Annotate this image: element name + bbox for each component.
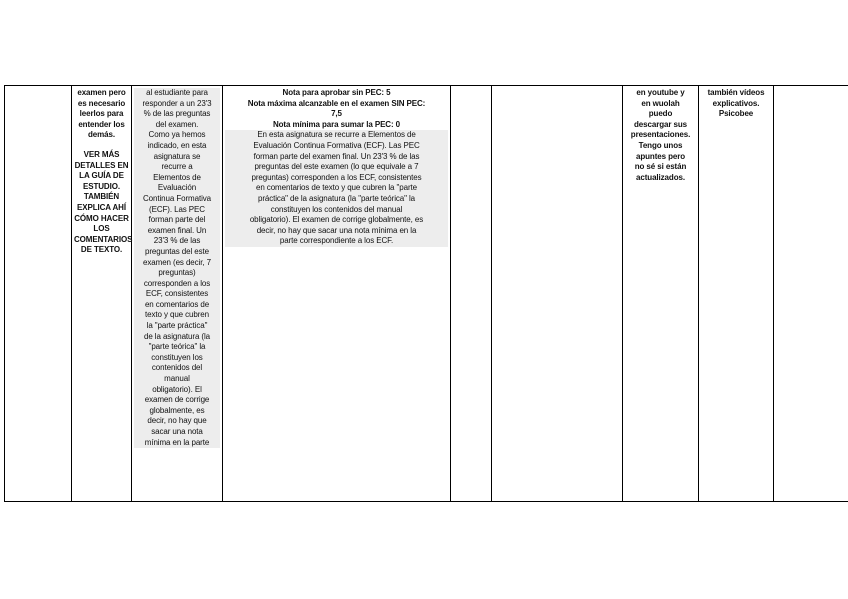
text-line: Como ya hemos	[134, 130, 220, 141]
text-line: Tengo unos	[638, 140, 683, 150]
text-line: descargar sus	[634, 119, 687, 129]
text-line: % de las preguntas	[134, 109, 220, 120]
text-line: parte correspondiente a los ECF.	[225, 236, 448, 247]
text-line: presentaciones.	[630, 130, 691, 140]
text-line: "parte teórica" la	[134, 342, 220, 353]
text-line: VER MÁS	[83, 149, 120, 159]
text-line: en youtube y	[636, 88, 685, 97]
text-line: manual	[134, 374, 220, 385]
text-line: constituyen los	[134, 353, 220, 364]
text-line: 7,5	[331, 109, 342, 119]
text-line: EXPLICA AHÍ	[77, 202, 126, 212]
text-line: Nota mínima para sumar la PEC: 0	[272, 119, 401, 129]
table-cell-study-guide	[72, 86, 132, 502]
text-line: preguntas del este	[134, 247, 220, 258]
text-line: preguntas)	[134, 268, 220, 279]
text-line: preguntas) corresponden a los ECF, consistentes	[225, 173, 448, 184]
text-line: práctica" de la asignatura (la "parte teórica" la	[225, 194, 448, 205]
text-line: (ECF). Las PEC	[134, 205, 220, 216]
text-line: Continua Formativa	[134, 194, 220, 205]
text-line: decir, no hay que sacar una nota mínima en la	[225, 226, 448, 237]
cell-text-block	[625, 88, 696, 183]
text-line: en wuolah	[641, 98, 680, 108]
text-line: explicativos.	[712, 98, 760, 108]
text-line: examen (es decir, 7	[134, 258, 220, 269]
text-line: globalmente, es	[134, 406, 220, 417]
cell-text-block	[134, 88, 220, 130]
text-line: sacar una nota	[134, 427, 220, 438]
text-line: Elementos de	[134, 173, 220, 184]
text-line: decir, no hay que	[134, 416, 220, 427]
text-line: en comentarios de	[134, 300, 220, 311]
text-line: Evaluación Continua Formativa (ECF). Las PEC	[225, 141, 448, 152]
text-line: al estudiante para	[134, 88, 220, 99]
text-line: recurre a	[134, 162, 220, 173]
cell-text-block	[134, 130, 220, 448]
cell-text-block	[701, 88, 771, 120]
text-line: ECF, consistentes	[134, 289, 220, 300]
text-line: TAMBIÉN	[83, 192, 120, 202]
table-cell-videos	[699, 86, 774, 502]
text-line: contenidos del	[134, 363, 220, 374]
text-line: examen final. Un	[134, 226, 220, 237]
table-cell-empty-1	[5, 86, 72, 502]
text-line: examen pero	[77, 88, 126, 97]
grading-description	[225, 130, 448, 247]
text-line: leerlos para	[79, 109, 124, 119]
text-line: Psicobee	[718, 109, 754, 119]
text-line: entender los	[78, 119, 125, 129]
text-line: indicado, en esta	[134, 141, 220, 152]
text-line: forman parte del examen final. Un 23'3 % de las	[225, 152, 448, 163]
cell-text-block	[74, 149, 133, 256]
text-line: apuntes pero	[635, 151, 686, 161]
text-line: obligatorio). El examen de corrige globalmente, es	[225, 215, 448, 226]
text-line: COMENTARIOS	[74, 234, 133, 244]
text-line: mínima en la parte	[134, 438, 220, 449]
table-cell-empty-3	[492, 86, 623, 502]
table-cell-ecf-details	[132, 86, 223, 502]
table-cell-empty-4	[774, 86, 848, 502]
text-line: en comentarios de texto y que cubren la "parte	[225, 183, 448, 194]
text-line: DETALLES EN	[74, 160, 129, 170]
table-cell-empty-2	[451, 86, 492, 502]
text-line: Nota máxima alcanzable en el examen SIN PEC:	[247, 98, 426, 108]
text-line: corresponden a los	[134, 279, 220, 290]
grading-rules	[225, 88, 448, 130]
text-line: no sé si están	[634, 162, 687, 172]
text-line: En esta asignatura se recurre a Elementos de	[225, 130, 448, 141]
text-line: CÓMO HACER	[74, 213, 129, 223]
text-line: LOS	[93, 224, 110, 234]
info-table	[4, 85, 848, 502]
text-line: texto y que cubren	[134, 310, 220, 321]
text-line: forman parte del	[134, 215, 220, 226]
text-line: responder a un 23'3	[134, 99, 220, 110]
text-line: Nota para aprobar sin PEC: 5	[282, 88, 391, 97]
text-line: ESTUDIO.	[83, 181, 120, 191]
table-cell-grading	[223, 86, 451, 502]
text-line: constituyen los contenidos del manual	[225, 205, 448, 216]
text-line: preguntas del este examen (lo que equivale a 7	[225, 162, 448, 173]
text-line: es necesario	[77, 98, 126, 108]
text-line: 23'3 % de las	[134, 236, 220, 247]
text-line: examen de corrige	[134, 395, 220, 406]
text-line: asignatura se	[134, 152, 220, 163]
text-line: actualizados.	[636, 172, 685, 182]
cell-text-block	[74, 88, 129, 141]
text-line: también vídeos	[707, 88, 765, 97]
text-line: obligatorio). El	[134, 385, 220, 396]
table-row	[5, 86, 848, 502]
table-cell-resources	[623, 86, 699, 502]
text-line: la "parte práctica"	[134, 321, 220, 332]
text-line: Evaluación	[134, 183, 220, 194]
text-line: demás.	[88, 130, 115, 140]
text-line: del examen.	[134, 120, 220, 131]
text-line: LA GUÍA DE	[79, 171, 124, 181]
text-line: puedo	[648, 109, 673, 119]
text-line: DE TEXTO.	[80, 245, 123, 255]
text-line: de la asignatura (la	[134, 332, 220, 343]
